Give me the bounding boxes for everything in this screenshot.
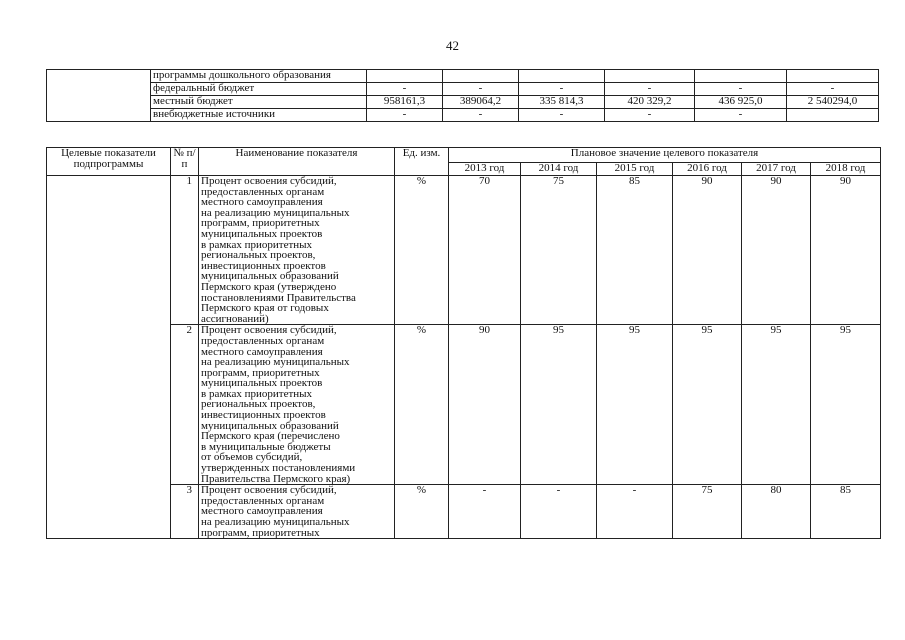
indicator-value: 95 [673,325,742,485]
indicator-name-line: Пермского края (утверждено [201,280,337,293]
year-header: 2017 год [742,163,811,176]
budget-value: 958161,3 [367,96,443,109]
year-header: 2014 год [521,163,597,176]
indicator-value: 95 [521,325,597,485]
indicator-name-line: от объемов субсидий, [201,451,303,464]
budget-value: 389064,2 [443,96,519,109]
indicator-name [199,176,395,325]
indicator-name-line: в рамках приоритетных [201,238,313,251]
indicator-row [47,485,881,539]
budget-value [519,70,605,83]
indicator-name-line: на реализацию муниципальных [201,356,350,369]
budget-value [787,109,879,122]
indicator-name [199,325,395,485]
indicator-unit: % [395,325,449,485]
indicator-name-line: инвестиционных проектов [201,409,326,422]
indicator-value: 95 [597,325,673,485]
indicator-name-line: Пермского края от годовых [201,302,329,315]
indicator-name-line: региональных проектов, [201,398,316,411]
year-header: 2016 год [673,163,742,176]
indicator-name-line: программ, приоритетных [201,366,320,379]
indicator-name-line: муниципальных проектов [201,377,323,390]
budget-row [47,83,879,96]
budget-value [695,70,787,83]
indicator-name-line: предоставленных органам [201,185,325,198]
header-unit: Ед. изм. [395,148,449,176]
indicator-value: - [521,485,597,539]
indicator-row [47,325,881,485]
indicator-value: - [449,485,521,539]
indicator-name-line: предоставленных органам [201,334,325,347]
indicator-name-line: предоставленных органам [201,494,325,507]
budget-value [367,70,443,83]
indicator-name-line: местного самоуправления [201,196,323,209]
indicator-unit: % [395,176,449,325]
year-header: 2018 год [811,163,881,176]
budget-value [787,70,879,83]
indicator-name-line: муниципальных образований [201,419,339,432]
header-number: № п/п [171,148,199,176]
indicator-name-line: местного самоуправления [201,345,323,358]
indicator-value: 85 [811,485,881,539]
budget-value: - [519,109,605,122]
indicator-name-line: постановлениями Правительства [201,291,356,304]
header-planned: Плановое значение целевого показателя [449,148,881,163]
budget-row [47,70,879,83]
budget-row-label: внебюджетные источники [151,109,367,122]
budget-value: 2 540294,0 [787,96,879,109]
budget-row [47,96,879,109]
budget-value: - [367,109,443,122]
row-number: 1 [171,176,199,325]
indicator-value: 90 [742,176,811,325]
budget-row [47,109,879,122]
budget-value: - [443,83,519,96]
header-name: Наименование показателя [199,148,395,176]
indicator-name-line: местного самоуправления [201,505,323,518]
budget-value: - [367,83,443,96]
budget-value: - [519,83,605,96]
page-number: 42 [446,38,459,53]
budget-value: 436 925,0 [695,96,787,109]
indicator-name-line: муниципальных проектов [201,227,323,240]
indicator-name-line: Пермского края (перечислено [201,430,340,443]
indicator-value: 95 [811,325,881,485]
indicator-unit: % [395,485,449,539]
indicator-value: 85 [597,176,673,325]
indicator-name-line: программ, приоритетных [201,217,320,230]
indicator-value: 70 [449,176,521,325]
indicators-table [46,147,881,539]
indicator-row [47,176,881,325]
header-targets: Целевые показатели подпрограммы [47,148,171,176]
budget-row-label: местный бюджет [151,96,367,109]
row-number: 3 [171,485,199,539]
budget-value: - [695,83,787,96]
budget-value [605,70,695,83]
indicator-value: 75 [673,485,742,539]
indicator-name-line: на реализацию муниципальных [201,206,350,219]
targets-blank-cell [47,176,171,539]
indicator-name-line: на реализацию муниципальных [201,516,350,528]
budget-value: - [605,83,695,96]
header-row [47,148,881,163]
indicator-value: 80 [742,485,811,539]
indicator-name-line: инвестиционных проектов [201,259,326,272]
budget-value: - [605,109,695,122]
year-header: 2015 год [597,163,673,176]
budget-value: 335 814,3 [519,96,605,109]
indicator-value: 95 [742,325,811,485]
indicator-name-line: в муниципальные бюджеты [201,440,331,453]
indicator-name-line: муниципальных образований [201,270,339,283]
indicator-name-line: Правительства Пермского края) [201,472,351,485]
indicator-name [199,485,395,539]
indicator-name-line: ассигнований) [201,312,269,325]
indicator-name-line: утвержденных постановлениями [201,462,356,475]
indicator-name-line: в рамках приоритетных [201,387,313,400]
budget-value [443,70,519,83]
indicator-name-line: Процент освоения субсидий, [201,484,337,497]
year-header: 2013 год [449,163,521,176]
budget-value: - [443,109,519,122]
indicator-value: - [597,485,673,539]
budget-value: - [695,109,787,122]
budget-value: - [787,83,879,96]
indicator-name-line: региональных проектов, [201,249,316,262]
indicator-name-line: Процент освоения субсидий, [201,175,337,187]
indicator-value: 90 [811,176,881,325]
indicator-value: 75 [521,176,597,325]
budget-value: 420 329,2 [605,96,695,109]
budget-table [46,69,879,122]
indicator-value: 90 [673,176,742,325]
indicator-value: 90 [449,325,521,485]
row-number: 2 [171,325,199,485]
indicator-name-line: программ, приоритетных [201,526,320,539]
budget-blank-cell [47,70,151,122]
budget-row-label: федеральный бюджет [151,83,367,96]
indicator-name-line: Процент освоения субсидий, [201,324,337,337]
budget-row-label: программы дошкольного образования [151,70,367,83]
